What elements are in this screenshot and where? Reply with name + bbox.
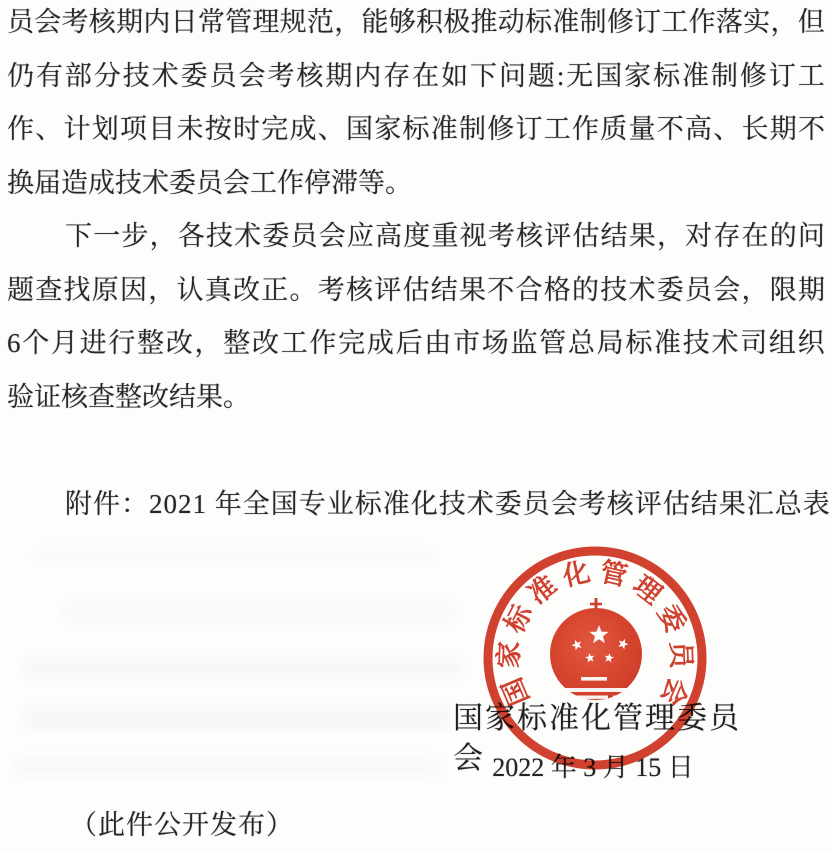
seal-arc-char: 国 [496, 673, 535, 710]
document-body [7, 0, 831, 531]
body-line [7, 424, 825, 478]
seal-arc-char: 准 [522, 569, 563, 611]
signature-date: 2022 年 3 月 15 日 [492, 753, 694, 782]
seal-arc-char: 标 [498, 599, 539, 638]
public-release-note: （此件公开发布） [70, 810, 294, 840]
body-line: 员 会 考 核 期 内 日 常 管 理 规 范 ， 能 够 积 极 推 动 标 准 制 修 订 工 作 落 实 ， 但 [7, 7, 825, 37]
scan-bleedthrough-smudge [12, 756, 442, 778]
body-line: 下 一 步 ， 各 技 术 委 员 会 应 高 度 重 视 考 核 评 估 结 果 ， 对 存 在 的 问 [65, 221, 825, 251]
seal-arc-char: 委 [651, 599, 692, 638]
seal-arc-char: 会 [655, 673, 694, 710]
body-line: 附件：2021 年全国专业标准化技术委员会考核评估结果汇总表 [65, 488, 831, 519]
seal-arc-char: 化 [559, 556, 593, 592]
national-emblem-icon [550, 598, 642, 700]
body-line: 作 、 计 划 项 目 未 按 时 完 成 、 国 家 标 准 制 修 订 工 作 质 量 不 高 、 长 期 不 [7, 114, 825, 144]
body-line: 题 查 找 原 因 ， 认 真 改 正 。 考 核 评 估 结 果 不 合 格 的 技 术 委 员 会 ， 限 期 [7, 274, 825, 305]
official-seal-stamp [477, 540, 713, 776]
signature-org-name: 国家标准化管理委员会 [453, 702, 741, 775]
scan-bleedthrough-smudge [60, 602, 460, 622]
seal-arc-char: 管 [597, 556, 631, 592]
body-line: 6 个 月 进 行 整 改 ， 整 改 工 作 完 成 后 由 市 场 监 管 总 局 标 准 技 术 司 组 织 [7, 328, 825, 358]
seal-arc-char: 员 [665, 640, 697, 669]
seal-arc-char: 家 [493, 640, 525, 669]
body-line: 换届造成技术委员会工作停滞等。 [7, 167, 412, 198]
scan-bleedthrough-smudge [34, 547, 434, 563]
body-line: 仍 有 部 分 技 术 委 员 会 考 核 期 内 存 在 如 下 问 题 : 无 国 家 标 准 制 修 订 工 [7, 60, 825, 91]
scan-bleedthrough-smudge [22, 656, 462, 680]
scan-bleedthrough-smudge [22, 704, 452, 730]
body-line: 验证核查整改结果。 [7, 381, 250, 412]
seal-arc-char: 理 [627, 569, 668, 611]
